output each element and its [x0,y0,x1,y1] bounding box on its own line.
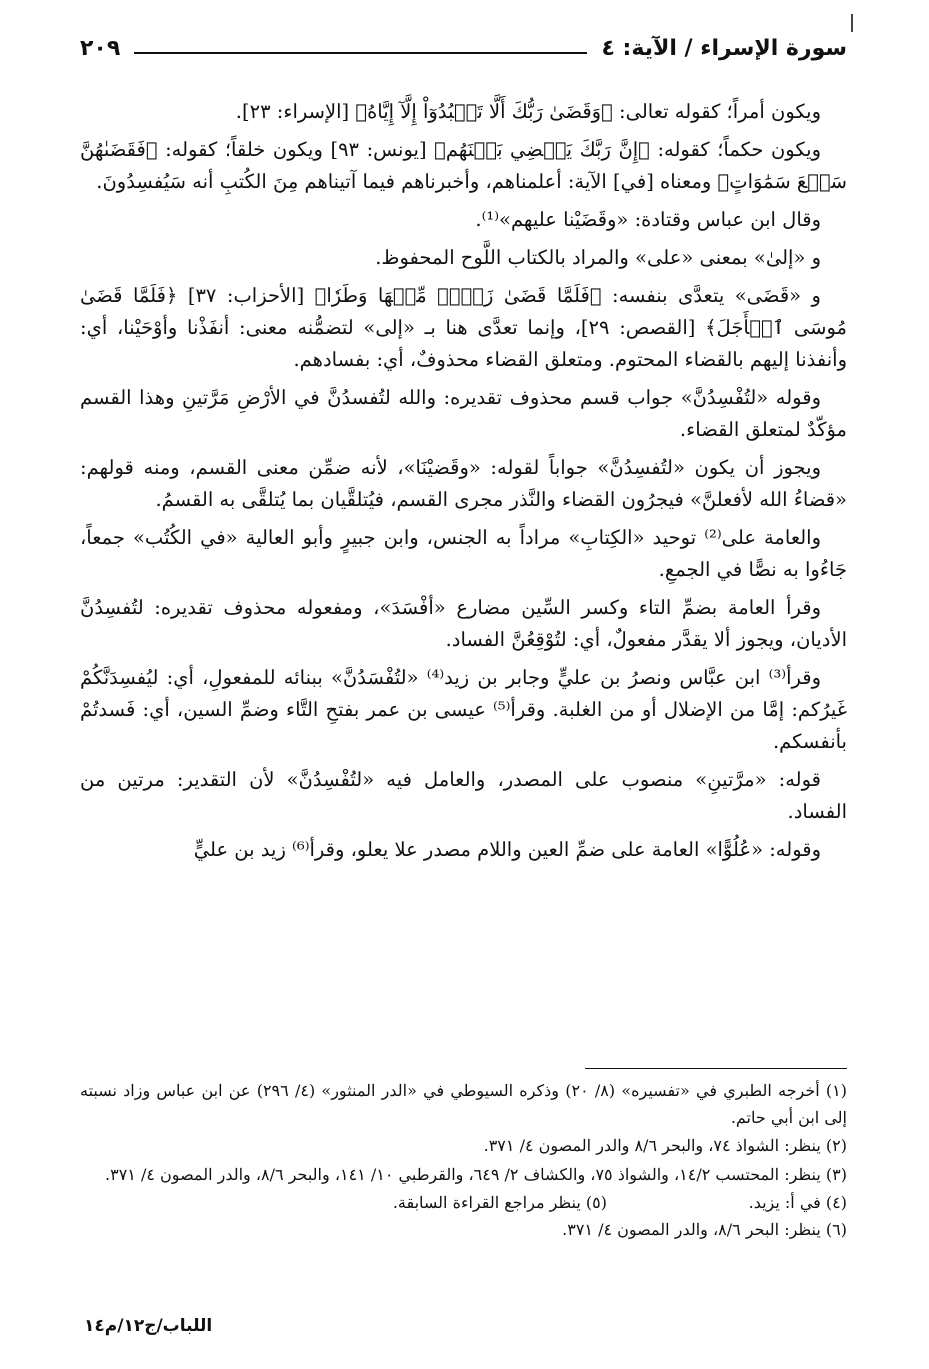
paragraph: وقال ابن عباس وقتادة: «وقَضَيْنا عليهم»⁽¹⁾. [475,208,821,231]
footnote: (١) أخرجه الطبري في «تفسيره» (٨/ ٢٠) وذكره السيوطي في «الدر المنثور» (٤/ ٢٩٦) عن ابن عباس وزاد نسبته إلى ابن أبي حاتم. [80,1081,848,1127]
page-number: ٢٠٩ [80,35,121,61]
header-rule [134,52,587,54]
footnote: (٦) ينظر: البحر ٨/٦، والدر المصون ٤/ ٣٧١. [562,1219,847,1239]
paragraph: وقوله: «عُلُوًّا» العامة على ضمِّ العين واللام مصدر علا يعلو، وقرأ⁽⁶⁾ زيد بن عليٍّ [193,838,821,861]
signature-mark: اللباب/ج١٢/م١٤ [84,1316,213,1336]
footnote-row [80,1190,847,1217]
corner-mark [851,14,853,32]
paragraph: و «قَضَى» يتعدَّى بنفسه: ﴿فَلَمَّا قَضَىٰ زَيۡدٞ مِّنۡهَا وَطَرٗا﴾ [الأحزاب: ٣٧] ﴿فَلَمَّا قَضَىٰ مُوسَى ٱلۡأَجَلَ﴾ [القصص: ٢٩]، وإنما تعدَّى هنا بـ «إلى» لتضمُّنه معنى: أنفَذْنا وأوْحَيْنا، أي: وأنفذنا إليهم بالقضاء المحتوم. ومتعلق القضاء محذوفٌ، أي: بفسادهم. [80,284,847,371]
paragraph: ويجوز أن يكون «لتُفسِدُنَّ» جواباً لقوله: «وقَضيْنَا»، لأنه ضمِّن معنى القسم، ومنه قولهم: «قضاءُ الله لأفعلنَّ» فيجرُون القضاء والنَّذر مجرى القسم، فيُتلقَّيان بما يُتلقَّى به القسمُ. [80,456,847,511]
header-title: سورة الإسراء / الآية: ٤ [601,35,847,61]
paragraph: و «إلىٰ» بمعنى «على» والمراد بالكتاب اللَّوح المحفوظ. [375,246,821,269]
paragraph: ويكون حكماً؛ كقوله: ﴿إِنَّ رَبَّكَ يَقۡضِي بَيۡنَهُم﴾ [يونس: ٩٣] ويكون خلقاً؛ كقوله: ﴿فَقَضَىٰهُنَّ سَبۡعَ سَمَٰوَاتٍ﴾ ومعناه [في] الآية: أعلمناهم، وأخبرناهم فيما آتيناهم مِنَ الكُتبِ أنه سَيُفسِدُونَ. [80,138,847,193]
paragraph: وقرأ⁽³⁾ ابن عبَّاس ونصرُ بن عليٍّ وجابر بن زيد⁽⁴⁾ «لتُفْسَدُنَّ» ببنائه للمفعولِ، أي: ليُفسِدَنَّكُمْ غَيرُكم: إمَّا من الإضلال أو من الغلبة. وقرأ⁽⁵⁾ عيسى بن عمر بفتحِ التَّاء وضمِّ السين، أي: فَسدتُمْ بأنفسكم. [80,666,847,753]
footnote: (٥) ينظر مراجع القراءة السابقة. [392,1193,607,1212]
paragraph: وقوله «لتُفْسِدُنَّ» جواب قسم محذوف تقديره: والله لتُفسدُنَّ في الأرْضِ مَرَّتينِ وهذا القسم مؤكّدٌ لمتعلق القضاء. [80,386,847,441]
footnote: (٢) ينظر: الشواذ ٧٤، والبحر ٨/٦ والدر المصون ٤/ ٣٧١. [483,1136,847,1155]
paragraph: وقرأ العامة بضمِّ التاء وكسر السِّين مضارع «أفْسَدَ»، ومفعوله محذوف تقديره: لتُفسِدُنَّ الأديان، ويجوز ألا يقدَّر مفعولٌ، أي: لتُوْقِعُنَّ الفساد. [80,596,847,651]
paragraph: قوله: «مرَّتينِ» منصوب على المصدر، والعامل فيه «لتُفْسِدُنَّ» لأن التقدير: مرتين من الفساد. [80,768,847,823]
main-text [80,96,847,872]
page-header [80,28,847,68]
paragraph: ويكون أمراً؛ كقوله تعالى: ﴿وَقَضَىٰ رَبُّكَ أَلَّا تَعۡبُدُوٓاْ إِلَّآ إِيَّاهُ﴾ [الإسراء: ٢٣]. [235,100,821,123]
footnote: (٤) في أ: يزيد. [748,1193,847,1212]
footnote-separator [585,1068,847,1069]
footnotes [80,1078,847,1245]
footnote: (٣) ينظر: المحتسب ١٤/٢، والشواذ ٧٥، والكشاف ٢/ ٦٤٩، والقرطبي ١٠/ ١٤١، والبحر ٨/٦، والدر المصون ٤/ ٣٧١. [105,1164,847,1184]
paragraph: والعامة على⁽²⁾ توحيد «الكِتابِ» مراداً به الجنس، وابن جبيرٍ وأبو العالية «في الكُتُب» جمعاً، جَاءُوا به نصًّا في الجمعِ. [80,526,847,581]
